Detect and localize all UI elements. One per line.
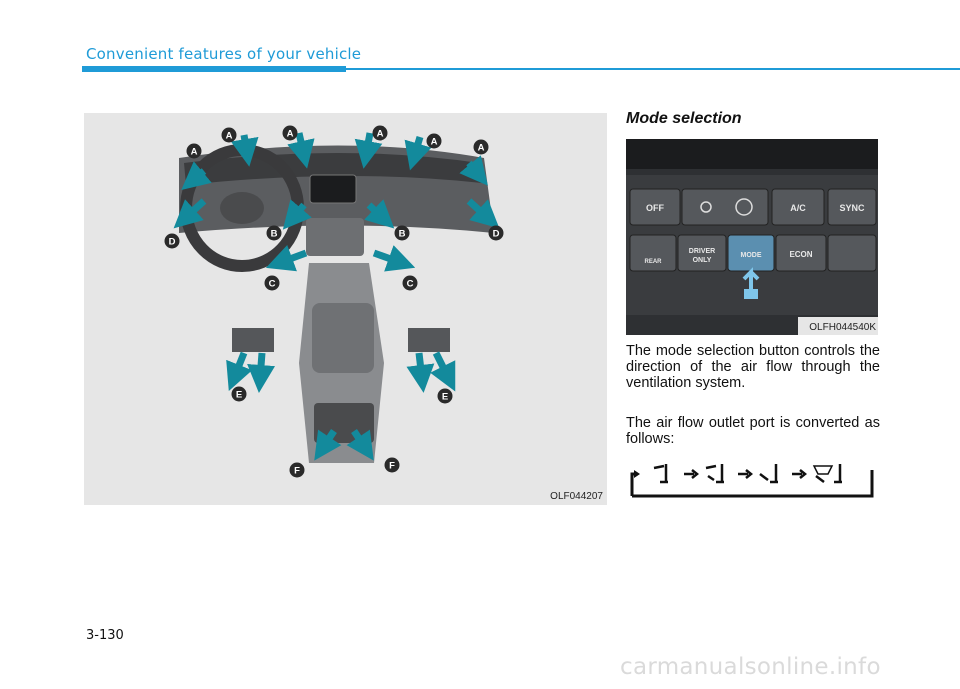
mode-cycle-diagram (626, 458, 880, 502)
mode-arrow-1 (684, 470, 697, 478)
label-a-2: A (286, 128, 294, 140)
recirculation-button (828, 235, 876, 271)
interior-drawing (84, 113, 607, 505)
only-label: ONLY (692, 257, 712, 264)
label-c-1: C (268, 278, 276, 290)
interior-airflow-illustration (84, 113, 607, 505)
label-e-1: E (235, 389, 243, 401)
label-e-2: E (441, 391, 449, 403)
airflow-sequence-paragraph: The air flow outlet port is converted as follows: (626, 415, 880, 447)
label-d-1: D (168, 236, 176, 248)
mode-arrow-2 (738, 470, 751, 478)
label-f-1: F (294, 465, 300, 477)
label-c-2: C (406, 278, 414, 290)
label-a-4: A (430, 136, 438, 148)
label-a-5: A (190, 146, 198, 158)
fan-button (682, 189, 768, 225)
header-rule (346, 68, 960, 70)
mode-label: MODE (740, 252, 762, 259)
mode-bilevel-icon (706, 464, 724, 482)
ac-label: A/C (790, 203, 806, 213)
watermark: carmanualsonline.info (620, 654, 881, 680)
mode-cycle-svg (626, 458, 880, 502)
control-panel-drawing (626, 139, 878, 335)
label-d-2: D (492, 228, 500, 240)
mode-description-paragraph: The mode selection button controls the direction of the air flow through the ventilation system. (626, 343, 880, 391)
rear-label: REAR (644, 259, 662, 265)
mode-arrow-3 (792, 470, 805, 478)
label-b-1: B (270, 228, 278, 240)
section-title: Mode selection (626, 110, 742, 127)
climate-control-panel (626, 139, 878, 335)
page-header-title: Convenient features of your vehicle (86, 45, 362, 63)
armrest (312, 303, 374, 373)
mode-face-icon (654, 464, 668, 482)
mode-floor-defrost-icon (814, 464, 842, 482)
center-screen (310, 175, 356, 203)
page-number: 3-130 (86, 628, 124, 643)
off-label: OFF (646, 203, 664, 213)
driver-label: DRIVER (688, 248, 716, 255)
interior-figure-caption: OLF044207 (550, 491, 603, 502)
econ-label: ECON (789, 250, 813, 259)
sync-label: SYNC (839, 203, 865, 213)
mode-floor-icon (760, 464, 778, 482)
rear-defrost-button (630, 235, 676, 271)
control-panel-caption: OLFH044540K (809, 322, 876, 333)
label-a-6: A (477, 142, 485, 154)
label-a-3: A (376, 128, 384, 140)
label-a-1: A (225, 130, 233, 142)
header-accent-bar (82, 66, 346, 72)
label-f-2: F (389, 460, 395, 472)
rear-vents (314, 403, 374, 443)
label-b-2: B (398, 228, 406, 240)
